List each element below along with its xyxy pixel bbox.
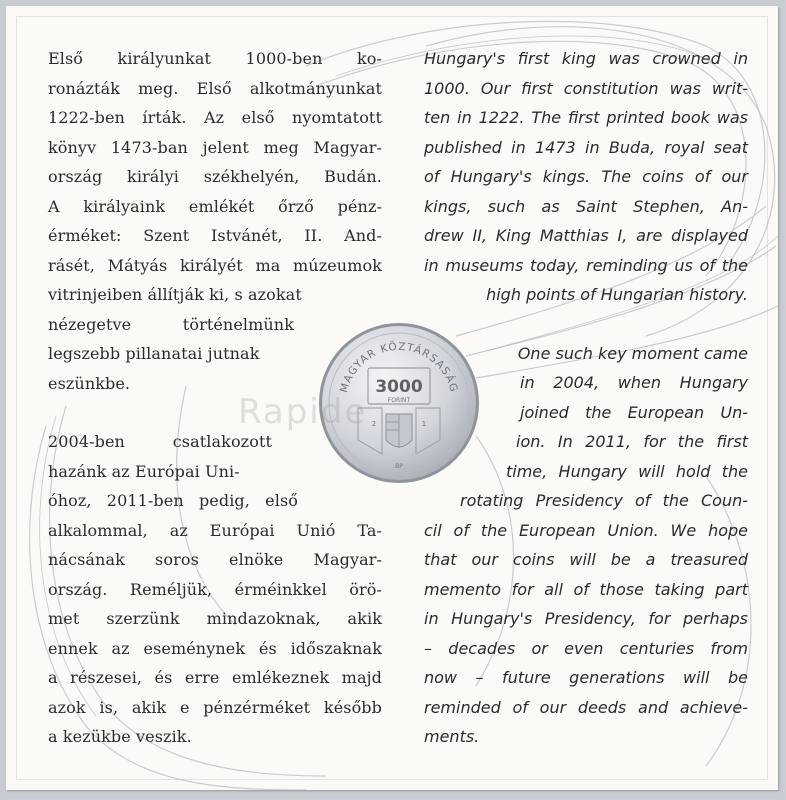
text-line: memento for all of those taking part (424, 579, 748, 599)
text-line: in museums today, reminding us of the (424, 255, 748, 275)
text-line: 2004-ben csatlakozott (48, 432, 272, 451)
text-line: ennek az eseménynek és időszaknak (48, 638, 382, 658)
text-line: – decades or even centuries from (424, 638, 748, 658)
text-line: now – future generations will be (424, 668, 748, 687)
text-line: nézegetve történelmünk (48, 314, 294, 334)
english-paragraph-1 (424, 44, 748, 310)
text-line: hazánk az Európai Uni- (48, 461, 240, 481)
text-line: in 2004, when Hungary (520, 373, 748, 392)
text-line: that our coins will be a treasured (424, 550, 748, 569)
coin-year-right: 1 (421, 420, 427, 428)
text-line: alkalommal, az Európai Unió Ta- (48, 520, 382, 540)
text-line: nácsának soros elnöke Magyar- (48, 550, 382, 569)
text-line: drew II, King Matthias I, are displayed (424, 226, 748, 245)
text-line: reminded of our deeds and achieve- (424, 697, 748, 717)
text-line: of Hungary's kings. The coins of our (424, 167, 748, 186)
folder-card (6, 6, 778, 790)
text-line: 1222-ben írták. Az első nyomtatott (48, 108, 382, 127)
text-line: eszünkbe. (48, 373, 131, 393)
coin-unit: FORINT (387, 397, 411, 404)
text-line: high points of Hungarian history. (486, 285, 748, 304)
coin-legend: MAGYAR KÖZTÁRSASÁG (337, 340, 460, 395)
text-line: A királyaink emlékét őrző pénz- (48, 196, 382, 216)
text-line: legszebb pillanatai jutnak (48, 344, 260, 363)
text-line: érméket: Szent Istvánét, II. And- (48, 226, 382, 245)
coin-year-left: 2 (371, 420, 377, 428)
text-line: kings, such as Saint Stephen, An- (424, 196, 748, 216)
text-line: cil of the European Union. We hope (424, 520, 748, 540)
text-line: a kezükbe veszik. (48, 727, 192, 746)
text-line: rásét, Mátyás királyét ma múzeumok (48, 255, 382, 275)
text-line: One such key moment came (517, 343, 748, 363)
text-line: ten in 1222. The first printed book was (424, 108, 748, 127)
text-line: rotating Presidency of the Coun- (460, 491, 748, 510)
coin-denomination: 3000 (375, 377, 423, 397)
text-line: time, Hungary will hold the (506, 461, 748, 481)
text-line: in Hungary's Presidency, for perhaps (424, 609, 748, 628)
text-line: vitrinjeiben állítják ki, s azokat (48, 285, 302, 304)
text-line: óhoz, 2011-ben pedig, első (48, 491, 298, 510)
text-line: a részesei, és erre emlékeznek majd (48, 668, 382, 687)
text-line: 1000. Our first constitution was writ- (424, 78, 748, 98)
text-line: ion. In 2011, for the first (516, 432, 748, 451)
text-line: könyv 1473-ban jelent meg Magyar- (48, 137, 382, 157)
coin-mint-mark: BP (395, 463, 403, 470)
text-line: ronázták meg. Első alkotmányunkat (48, 78, 382, 98)
text-line: azok is, akik e pénzérméket később (48, 697, 382, 717)
text-line: met szerzünk mindazoknak, akik (48, 609, 382, 628)
text-line: published in 1473 in Buda, royal seat (424, 137, 748, 157)
text-line: ország. Reméljük, érméinkkel örö- (48, 579, 382, 599)
watermark: Rapide (238, 392, 368, 432)
text-line: ments. (424, 727, 480, 746)
text-line: Első királyunkat 1000-ben ko- (48, 49, 382, 68)
text-line: joined the European Un- (520, 402, 748, 422)
text-line: Hungary's first king was crowned in (424, 49, 748, 68)
text-line: ország királyi székhelyén, Budán. (48, 167, 382, 186)
